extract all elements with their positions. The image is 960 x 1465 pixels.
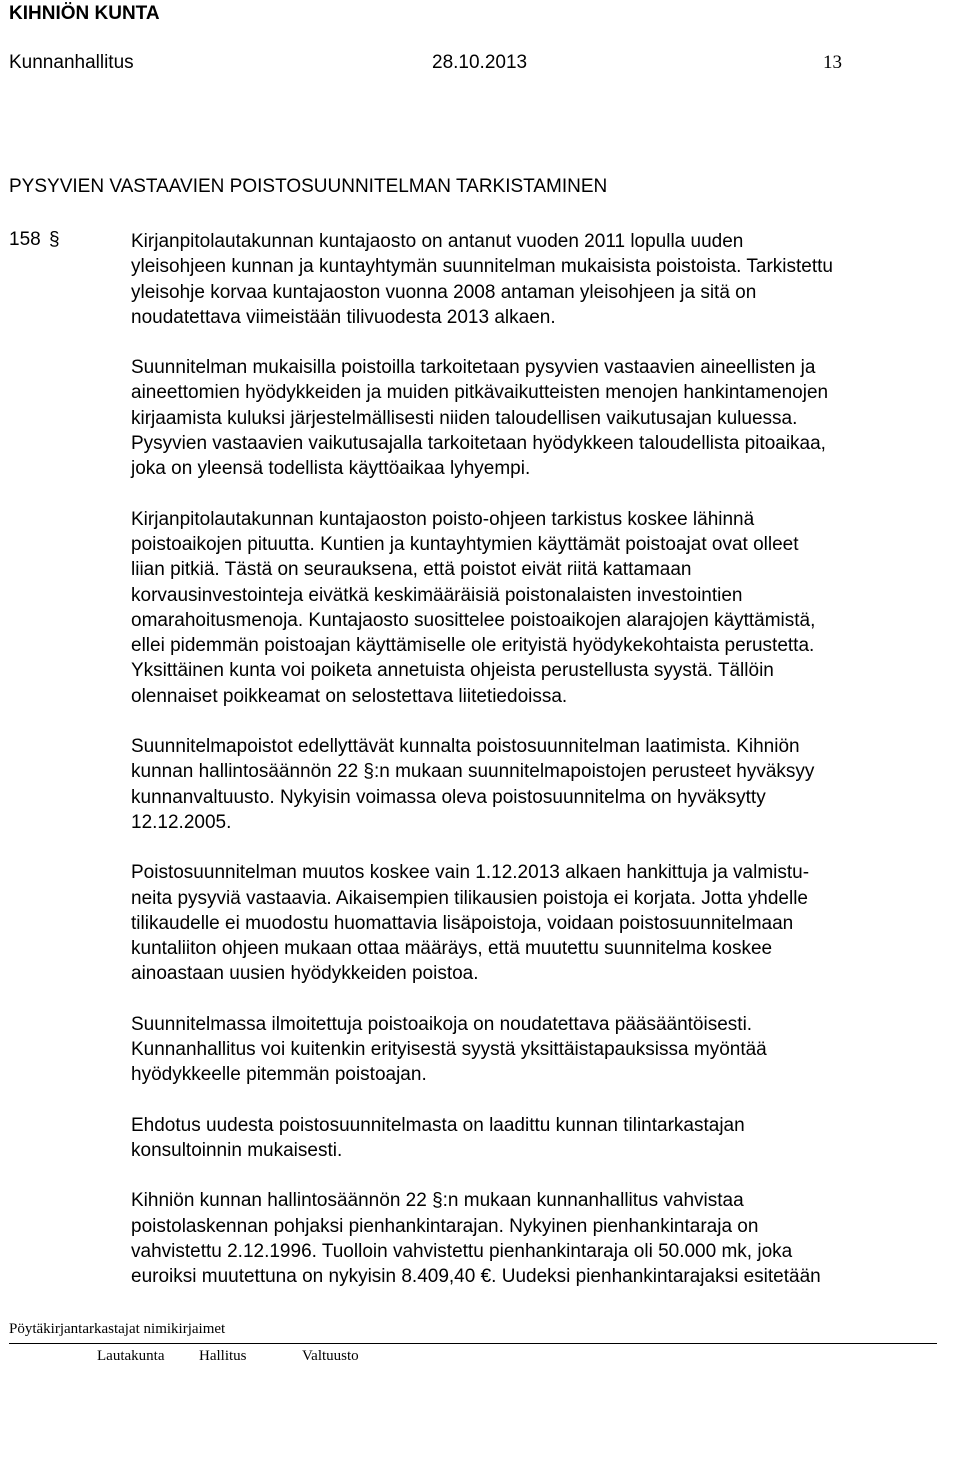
- body-paragraph: [131, 1188, 951, 1289]
- paragraph-line: neita pysyviä vastaavia. Aikaisempien tilikausien poistoja ei korjata. Jotta yhdelle: [131, 887, 808, 909]
- paragraph-line: kirjaamista kuluksi järjestelmällisesti niiden taloudellisen vaikutusajan kuluessa.: [131, 407, 798, 429]
- paragraph-line: korvausinvestointeja eivätkä keskimääräisiä poistonalaisten investointien: [131, 584, 743, 606]
- paragraph-line: poistoaikojen pituutta. Kuntien ja kuntayhtymien käyttämät poistoajat ovat olleet: [131, 533, 799, 555]
- section-title: PYSYVIEN VASTAAVIEN POISTOSUUNNITELMAN TARKISTAMINEN: [9, 176, 608, 197]
- paragraph-line: joka on yleensä todellista käyttöaikaa lyhyempi.: [131, 458, 531, 480]
- paragraph-line: ellei pidemmän poistoajan käyttämiselle ole erityistä hyödykekohtaista perustetta.: [131, 635, 815, 657]
- paragraph-line: yleisohje korvaa kuntajaoston vuonna 2008 antaman yleisohjeen ja sitä on: [131, 281, 757, 303]
- section-number: 158: [9, 229, 41, 250]
- body-paragraph: [131, 229, 951, 330]
- paragraph-line: poistolaskennan pohjaksi pienhankintarajan. Nykyinen pienhankintaraja on: [131, 1215, 759, 1237]
- paragraph-line: omarahoitusmenoja. Kuntajaosto suosittelee poistoaikojen alarajojen käyttämistä,: [131, 609, 816, 631]
- paragraph-line: Suunnitelman mukaisilla poistoilla tarkoitetaan pysyvien vastaavien aineellisten ja: [131, 357, 816, 379]
- paragraph-line: Yksittäinen kunta voi poiketa annetuista ohjeista perustellusta syystä. Tällöin: [131, 660, 774, 682]
- paragraph-line: Suunnitelmapoistot edellyttävät kunnalta poistosuunnitelman laatimista. Kihniön: [131, 736, 800, 758]
- paragraph-line: Suunnitelmassa ilmoitettuja poistoaikoja on noudatettava pääsääntöisesti.: [131, 1013, 753, 1035]
- paragraph-line: noudatettava viimeistään tilivuodesta 2013 alkaen.: [131, 306, 556, 328]
- paragraph-line: kuntaliiton ohjeen mukaan ottaa määräys, että muutettu suunnitelma koskee: [131, 938, 773, 960]
- paragraph-line: olennaiset poikkeamat on selostettava liitetiedoissa.: [131, 685, 568, 707]
- paragraph-line: Poistosuunnitelman muutos koskee vain 1.12.2013 alkaen hankittuja ja valmistu-: [131, 862, 810, 884]
- paragraph-line: vahvistettu 2.12.1996. Tuolloin vahvistettu pienhankintaraja oli 50.000 mk, joka: [131, 1240, 793, 1262]
- paragraph-line: 12.12.2005.: [131, 811, 232, 833]
- footer-divider: [9, 1343, 937, 1344]
- paragraph-line: Kihniön kunnan hallintosäännön 22 §:n mukaan kunnanhallitus vahvistaa: [131, 1190, 744, 1212]
- body-paragraph: [131, 1113, 951, 1164]
- footer-column-valtuusto: Valtuusto: [302, 1348, 359, 1364]
- paragraph-line: euroiksi muutettuna on nykyisin 8.409,40 €. Uudeksi pienhankintarajaksi esitetään: [131, 1266, 821, 1288]
- body-paragraph: [131, 734, 951, 835]
- meeting-body: Kunnanhallitus: [9, 52, 134, 73]
- footer-column-lautakunta: Lautakunta: [97, 1348, 165, 1364]
- body-paragraph: [131, 860, 951, 986]
- paragraph-line: Ehdotus uudesta poistosuunnitelmasta on laadittu kunnan tilintarkastajan: [131, 1114, 745, 1136]
- footer-column-hallitus: Hallitus: [199, 1348, 247, 1364]
- paragraph-line: aineettomien hyödykkeiden ja muiden pitkävaikutteisten menojen hankintamenojen: [131, 382, 829, 404]
- paragraph-line: ainoastaan uusien hyödykkeiden poistoa.: [131, 963, 479, 985]
- paragraph-line: kunnanvaltuusto. Nykyisin voimassa oleva poistosuunnitelma on hyväksytty: [131, 786, 766, 808]
- paragraph-line: Kirjanpitolautakunnan kuntajaosto on antanut vuoden 2011 lopulla uuden: [131, 231, 744, 252]
- section-symbol: §: [49, 229, 60, 250]
- page-number: 13: [823, 52, 842, 73]
- paragraph-line: konsultoinnin mukaisesti.: [131, 1139, 343, 1161]
- body-paragraph: [131, 507, 951, 709]
- paragraph-line: kunnan hallintosäännön 22 §:n mukaan suunnitelmapoistojen perusteet hyväksyy: [131, 761, 815, 783]
- document-body: [131, 229, 951, 1314]
- paragraph-line: yleisohjeen kunnan ja kuntayhtymän suunnitelman mukaisista poistoista. Tarkistettu: [131, 256, 833, 278]
- paragraph-line: tilikaudelle ei muodostu huomattavia lisäpoistoja, voidaan poistosuunnitelmaan: [131, 912, 794, 934]
- body-paragraph: [131, 1012, 951, 1088]
- paragraph-line: Kunnanhallitus voi kuitenkin erityisestä syystä yksittäistapauksissa myöntää: [131, 1039, 767, 1061]
- paragraph-line: Kirjanpitolautakunnan kuntajaoston poisto-ohjeen tarkistus koskee lähinnä: [131, 508, 755, 530]
- paragraph-line: liian pitkiä. Tästä on seurauksena, että poistot eivät riitä kattamaan: [131, 559, 692, 581]
- footer-label: Pöytäkirjantarkastajat nimikirjaimet: [9, 1321, 226, 1337]
- meeting-date: 28.10.2013: [432, 52, 528, 73]
- organization-name: KIHNIÖN KUNTA: [9, 3, 160, 24]
- paragraph-line: hyödykkeelle pitemmän poistoajan.: [131, 1064, 427, 1086]
- paragraph-line: Pysyvien vastaavien vaikutusajalla tarkoitetaan hyödykkeen taloudellista pitoaikaa,: [131, 433, 826, 455]
- body-paragraph: [131, 355, 951, 481]
